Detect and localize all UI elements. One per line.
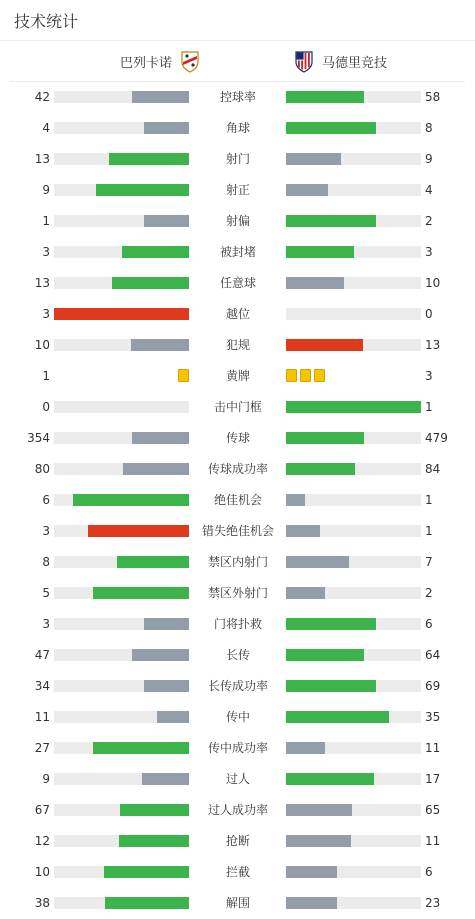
away-bar-track bbox=[286, 618, 421, 630]
home-value: 6 bbox=[42, 493, 50, 507]
stat-label: 任意球 bbox=[219, 276, 256, 290]
home-value: 3 bbox=[42, 245, 50, 259]
away-bar-track bbox=[286, 463, 421, 475]
stat-row-shots-off-target bbox=[0, 206, 475, 237]
away-bar-track bbox=[286, 153, 421, 165]
away-value: 17 bbox=[425, 772, 441, 786]
away-bar-fill bbox=[286, 835, 351, 847]
stat-label: 传球成功率 bbox=[207, 462, 268, 476]
home-value: 9 bbox=[42, 183, 50, 197]
away-bar-track bbox=[286, 184, 421, 196]
stat-label: 过人 bbox=[225, 772, 250, 786]
stat-row-woodwork bbox=[0, 392, 475, 423]
away-bar-track bbox=[286, 897, 421, 909]
home-bar-fill bbox=[132, 91, 189, 103]
home-bar-track bbox=[54, 680, 189, 692]
home-bar-fill bbox=[54, 308, 189, 320]
away-bar-fill bbox=[286, 773, 374, 785]
home-bar-track bbox=[54, 866, 189, 878]
home-bar-fill bbox=[119, 835, 189, 847]
home-bar-track bbox=[54, 711, 189, 723]
stat-row-crosses bbox=[0, 702, 475, 733]
stats-list bbox=[0, 82, 475, 919]
home-bar-fill bbox=[93, 742, 189, 754]
home-bar-fill bbox=[157, 711, 189, 723]
stat-row-offsides bbox=[0, 299, 475, 330]
home-bar-fill bbox=[112, 277, 189, 289]
stat-label: 击中门框 bbox=[213, 400, 262, 414]
home-bar-fill bbox=[131, 339, 189, 351]
home-bar-fill bbox=[104, 866, 189, 878]
stat-label: 禁区内射门 bbox=[207, 555, 268, 569]
away-bar-track bbox=[286, 339, 421, 351]
home-value: 9 bbox=[42, 772, 50, 786]
away-value: 6 bbox=[425, 617, 433, 631]
stat-label: 解围 bbox=[225, 896, 250, 910]
home-value: 12 bbox=[34, 834, 50, 848]
away-value: 7 bbox=[425, 555, 433, 569]
away-bar-track bbox=[286, 246, 421, 258]
home-bar-fill bbox=[142, 773, 189, 785]
stat-label: 越位 bbox=[225, 307, 250, 321]
away-value: 11 bbox=[425, 834, 441, 848]
away-bar-track bbox=[286, 432, 421, 444]
away-bar-fill bbox=[286, 897, 337, 909]
home-bar-fill bbox=[132, 649, 189, 661]
away-bar-fill bbox=[286, 680, 376, 692]
away-bar-fill bbox=[286, 91, 364, 103]
away-value: 6 bbox=[425, 865, 433, 879]
home-bar-fill bbox=[109, 153, 189, 165]
stat-label: 门将扑救 bbox=[213, 617, 262, 631]
away-bar-track bbox=[286, 401, 421, 413]
stat-label: 犯规 bbox=[225, 338, 250, 352]
home-bar-fill bbox=[88, 525, 189, 537]
stat-row-big-chances-missed bbox=[0, 516, 475, 547]
away-bar-fill bbox=[286, 494, 305, 506]
away-value: 35 bbox=[425, 710, 441, 724]
home-bar-track bbox=[54, 804, 189, 816]
away-bar-fill bbox=[286, 804, 352, 816]
stat-row-corners bbox=[0, 113, 475, 144]
rayo-vallecano-crest-icon bbox=[178, 49, 202, 73]
away-bar-track bbox=[286, 711, 421, 723]
away-bar-track bbox=[286, 866, 421, 878]
stat-row-long-balls bbox=[0, 640, 475, 671]
away-team[interactable] bbox=[292, 41, 393, 81]
away-bar-fill bbox=[286, 649, 364, 661]
away-value: 1 bbox=[425, 493, 433, 507]
away-bar-fill bbox=[286, 866, 337, 878]
away-value: 58 bbox=[425, 90, 441, 104]
home-value: 67 bbox=[34, 803, 50, 817]
home-bar-fill bbox=[144, 122, 189, 134]
away-value: 479 bbox=[425, 431, 448, 445]
home-bar-fill bbox=[122, 246, 190, 258]
stat-row-big-chances bbox=[0, 485, 475, 516]
away-bar-fill bbox=[286, 246, 354, 258]
stat-label: 抢断 bbox=[225, 834, 250, 848]
away-value: 1 bbox=[425, 524, 433, 538]
stat-label: 长传成功率 bbox=[207, 679, 268, 693]
home-value: 1 bbox=[42, 369, 50, 383]
home-value: 354 bbox=[27, 431, 50, 445]
home-team[interactable] bbox=[114, 41, 202, 81]
home-bar-fill bbox=[105, 897, 189, 909]
home-bar-track bbox=[54, 277, 189, 289]
stat-row-shots bbox=[0, 144, 475, 175]
home-value: 1 bbox=[42, 214, 50, 228]
away-value: 65 bbox=[425, 803, 441, 817]
away-bar-track bbox=[286, 742, 421, 754]
home-bar-track bbox=[54, 91, 189, 103]
away-yellow-cards bbox=[286, 369, 325, 383]
stat-row-free-kicks bbox=[0, 268, 475, 299]
away-bar-fill bbox=[286, 525, 320, 537]
stat-label: 控球率 bbox=[219, 90, 256, 104]
away-bar-fill bbox=[286, 184, 328, 196]
stat-row-tackles bbox=[0, 826, 475, 857]
home-value: 4 bbox=[42, 121, 50, 135]
away-bar-track bbox=[286, 122, 421, 134]
stat-label: 长传 bbox=[225, 648, 250, 662]
away-bar-fill bbox=[286, 742, 325, 754]
home-value: 27 bbox=[34, 741, 50, 755]
home-value: 38 bbox=[34, 896, 50, 910]
home-value: 8 bbox=[42, 555, 50, 569]
stat-row-dribbles bbox=[0, 764, 475, 795]
away-bar-fill bbox=[286, 463, 355, 475]
away-bar-track bbox=[286, 215, 421, 227]
away-value: 0 bbox=[425, 307, 433, 321]
stat-row-passes bbox=[0, 423, 475, 454]
stat-label: 射偏 bbox=[225, 214, 250, 228]
away-bar-fill bbox=[286, 587, 325, 599]
away-bar-fill bbox=[286, 277, 344, 289]
home-value: 13 bbox=[34, 276, 50, 290]
home-bar-fill bbox=[144, 215, 189, 227]
home-value: 47 bbox=[34, 648, 50, 662]
away-value: 69 bbox=[425, 679, 441, 693]
stat-label: 拦截 bbox=[225, 865, 250, 879]
away-bar-track bbox=[286, 835, 421, 847]
home-bar-track bbox=[54, 463, 189, 475]
away-bar-fill bbox=[286, 556, 349, 568]
away-bar-fill bbox=[286, 122, 376, 134]
home-bar-track bbox=[54, 618, 189, 630]
home-bar-track bbox=[54, 494, 189, 506]
stat-label: 被封堵 bbox=[219, 245, 256, 259]
home-value: 10 bbox=[34, 865, 50, 879]
home-bar-fill bbox=[117, 556, 189, 568]
home-bar-fill bbox=[73, 494, 189, 506]
home-value: 3 bbox=[42, 524, 50, 538]
stat-row-shots-inside-box bbox=[0, 547, 475, 578]
away-bar-track bbox=[286, 525, 421, 537]
stat-row-yellow-cards bbox=[0, 361, 475, 392]
teams-header bbox=[10, 41, 465, 82]
stat-label: 过人成功率 bbox=[207, 803, 268, 817]
away-value: 2 bbox=[425, 586, 433, 600]
stat-label: 传中成功率 bbox=[207, 741, 268, 755]
away-value: 3 bbox=[425, 245, 433, 259]
away-team-name: 马德里竞技 bbox=[322, 55, 388, 71]
stat-row-blocked-shots bbox=[0, 237, 475, 268]
stat-label: 射门 bbox=[225, 152, 250, 166]
away-value: 1 bbox=[425, 400, 433, 414]
stat-row-dribble-success bbox=[0, 795, 475, 826]
home-bar-track bbox=[54, 215, 189, 227]
home-value: 10 bbox=[34, 338, 50, 352]
stat-label: 传球 bbox=[225, 431, 250, 445]
away-value: 84 bbox=[425, 462, 441, 476]
home-value: 3 bbox=[42, 617, 50, 631]
away-bar-track bbox=[286, 494, 421, 506]
home-bar-track bbox=[54, 897, 189, 909]
home-value: 42 bbox=[34, 90, 50, 104]
home-value: 13 bbox=[34, 152, 50, 166]
home-bar-track bbox=[54, 308, 189, 320]
away-bar-fill bbox=[286, 401, 421, 413]
home-bar-track bbox=[54, 401, 189, 413]
home-team-name: 巴列卡诺 bbox=[120, 55, 173, 71]
away-bar-fill bbox=[286, 153, 341, 165]
away-value: 8 bbox=[425, 121, 433, 135]
away-value: 9 bbox=[425, 152, 433, 166]
away-bar-fill bbox=[286, 215, 376, 227]
away-bar-track bbox=[286, 649, 421, 661]
away-bar-fill bbox=[286, 618, 376, 630]
away-bar-track bbox=[286, 680, 421, 692]
stat-row-fouls bbox=[0, 330, 475, 361]
home-value: 80 bbox=[34, 462, 50, 476]
stat-label: 传中 bbox=[225, 710, 250, 724]
away-value: 2 bbox=[425, 214, 433, 228]
away-bar-fill bbox=[286, 339, 363, 351]
home-bar-track bbox=[54, 153, 189, 165]
home-bar-track bbox=[54, 742, 189, 754]
stat-label: 错失绝佳机会 bbox=[201, 524, 274, 538]
home-value: 0 bbox=[42, 400, 50, 414]
home-value: 34 bbox=[34, 679, 50, 693]
away-value: 23 bbox=[425, 896, 441, 910]
stat-row-possession bbox=[0, 82, 475, 113]
stat-row-interceptions bbox=[0, 857, 475, 888]
home-bar-fill bbox=[96, 184, 189, 196]
away-bar-track bbox=[286, 91, 421, 103]
stat-label: 黄牌 bbox=[225, 369, 250, 383]
home-bar-fill bbox=[144, 680, 189, 692]
stat-label: 绝佳机会 bbox=[213, 493, 262, 507]
away-bar-track bbox=[286, 556, 421, 568]
page-title: 技术统计 bbox=[0, 0, 475, 41]
home-value: 11 bbox=[34, 710, 50, 724]
home-bar-track bbox=[54, 649, 189, 661]
home-value: 3 bbox=[42, 307, 50, 321]
yellow-card-icon bbox=[286, 369, 297, 382]
stat-row-long-ball-accuracy bbox=[0, 671, 475, 702]
stat-label: 射正 bbox=[225, 183, 250, 197]
stat-label: 禁区外射门 bbox=[207, 586, 268, 600]
stat-label: 角球 bbox=[225, 121, 250, 135]
away-bar-track bbox=[286, 773, 421, 785]
home-bar-track bbox=[54, 835, 189, 847]
away-bar-track bbox=[286, 804, 421, 816]
home-bar-track bbox=[54, 122, 189, 134]
away-bar-fill bbox=[286, 432, 364, 444]
atletico-madrid-crest-icon bbox=[292, 49, 316, 73]
home-bar-fill bbox=[144, 618, 189, 630]
away-value: 4 bbox=[425, 183, 433, 197]
away-bar-track bbox=[286, 308, 421, 320]
home-bar-track bbox=[54, 184, 189, 196]
yellow-card-icon bbox=[314, 369, 325, 382]
away-value: 11 bbox=[425, 741, 441, 755]
stat-row-pass-accuracy bbox=[0, 454, 475, 485]
yellow-card-icon bbox=[178, 369, 189, 382]
stat-row-cross-accuracy bbox=[0, 733, 475, 764]
home-bar-track bbox=[54, 339, 189, 351]
home-bar-fill bbox=[123, 463, 189, 475]
home-bar-track bbox=[54, 587, 189, 599]
stat-row-shots-outside-box bbox=[0, 578, 475, 609]
away-bar-fill bbox=[286, 711, 389, 723]
away-bar-track bbox=[286, 587, 421, 599]
home-bar-fill bbox=[132, 432, 189, 444]
stat-row-shots-on-target bbox=[0, 175, 475, 206]
away-bar-track bbox=[286, 277, 421, 289]
stat-row-goalkeeper-saves bbox=[0, 609, 475, 640]
home-bar-track bbox=[54, 246, 189, 258]
home-bar-fill bbox=[120, 804, 189, 816]
yellow-card-icon bbox=[300, 369, 311, 382]
home-bar-fill bbox=[93, 587, 189, 599]
home-bar-track bbox=[54, 432, 189, 444]
away-value: 13 bbox=[425, 338, 441, 352]
home-bar-track bbox=[54, 773, 189, 785]
home-bar-track bbox=[54, 556, 189, 568]
stat-row-clearances bbox=[0, 888, 475, 919]
away-value: 10 bbox=[425, 276, 441, 290]
away-value: 3 bbox=[425, 369, 433, 383]
home-yellow-cards bbox=[178, 369, 189, 383]
away-value: 64 bbox=[425, 648, 441, 662]
home-value: 5 bbox=[42, 586, 50, 600]
home-bar-track bbox=[54, 525, 189, 537]
